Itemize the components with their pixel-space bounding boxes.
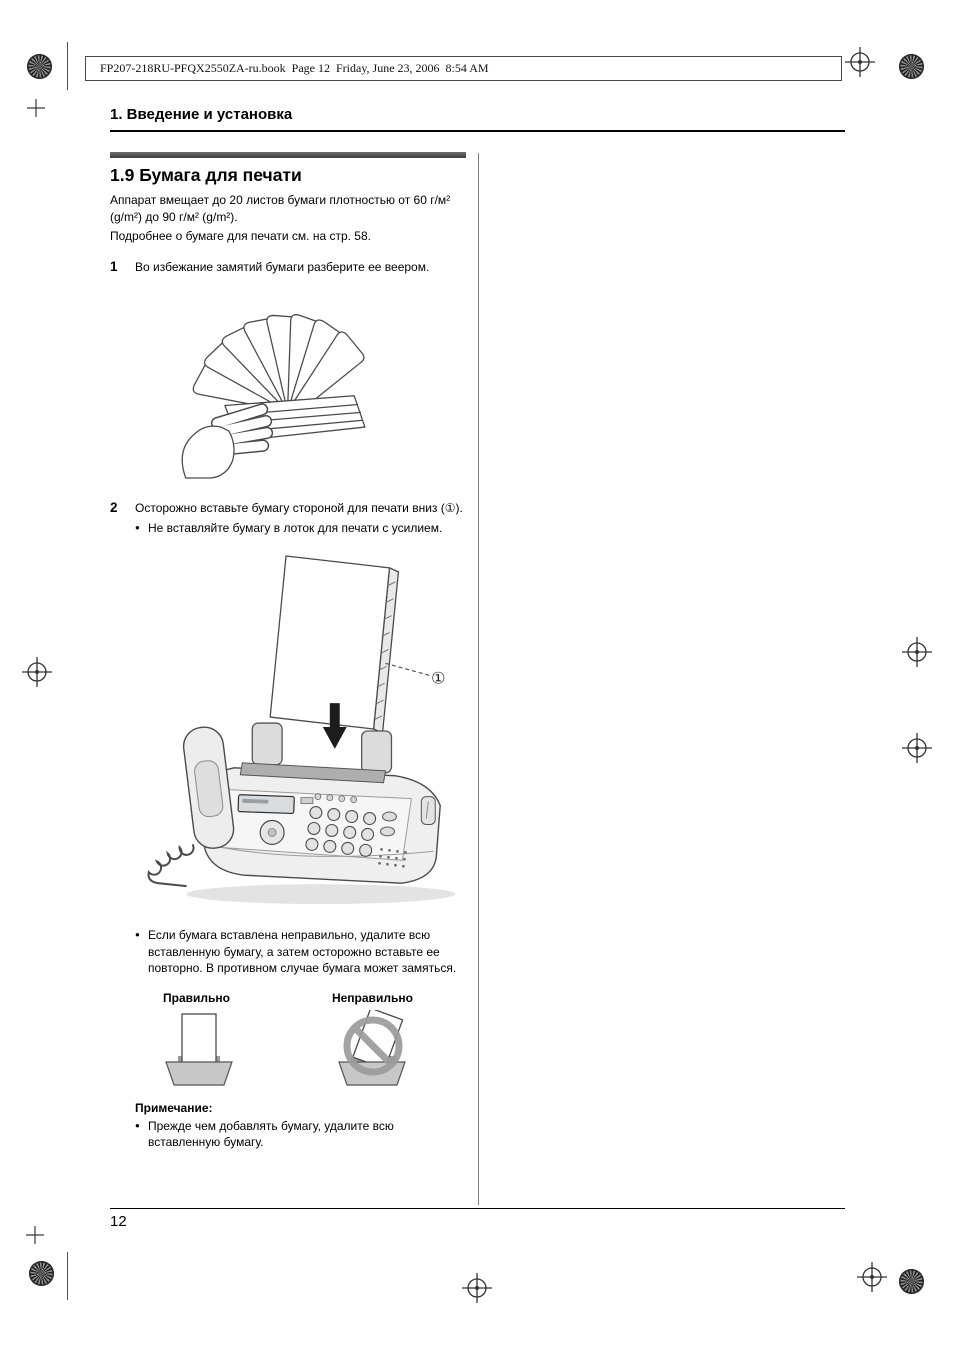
section-title: 1.9 Бумага для печати bbox=[110, 165, 302, 185]
shadow bbox=[187, 884, 456, 904]
page-number: 12 bbox=[110, 1213, 127, 1230]
after-figure-bullet bbox=[135, 927, 466, 977]
footer-rule bbox=[110, 1208, 845, 1209]
bullet-icon: ● bbox=[135, 522, 140, 532]
see-also-line: Подробнее о бумаге для печати см. на стр. 58. bbox=[110, 229, 371, 244]
step-2-number: 2 bbox=[110, 500, 118, 516]
after-figure-bullet-text: Если бумага вставлена неправильно, удалите всю вставленную бумагу, а затем осторожно вставьте ее повторно. В противном случае бумага может замяться. bbox=[148, 928, 457, 976]
function-button bbox=[301, 798, 313, 804]
paper-support-right bbox=[362, 731, 392, 773]
lcd-display bbox=[238, 795, 294, 814]
step-1-number: 1 bbox=[110, 258, 118, 274]
bullet-icon: ● bbox=[135, 930, 140, 940]
registration-starburst bbox=[899, 1269, 924, 1294]
note-label: Примечание: bbox=[135, 1100, 213, 1115]
registration-starburst bbox=[899, 54, 924, 79]
paper-support-left bbox=[252, 723, 282, 765]
registration-target bbox=[21, 656, 53, 688]
chapter-title: 1. Введение и установка bbox=[110, 106, 293, 123]
chapter-rule bbox=[110, 130, 845, 132]
correct-insertion-illustration bbox=[162, 1010, 236, 1086]
content-column bbox=[110, 152, 466, 1151]
step-2 bbox=[110, 500, 466, 536]
registration-target bbox=[901, 732, 933, 764]
file-header-text: FP207-218RU-PFQX2550ZA-ru.book Page 12 Friday, June 23, 2006 8:54 AM bbox=[100, 61, 489, 75]
figure-fan-paper bbox=[172, 285, 407, 486]
fax-machine-illustration bbox=[136, 548, 456, 914]
handset-cord bbox=[148, 845, 193, 887]
crop-mark bbox=[67, 42, 68, 90]
crop-mark bbox=[67, 1252, 68, 1300]
callout-leader bbox=[386, 664, 430, 676]
column-divider bbox=[478, 153, 479, 1205]
registration-cross bbox=[27, 99, 45, 117]
step-2-text: Осторожно вставьте бумагу стороной для печати вниз (①). bbox=[135, 501, 463, 516]
registration-target bbox=[856, 1261, 888, 1293]
file-header bbox=[85, 56, 842, 81]
step-2-bullet bbox=[135, 520, 466, 537]
fax-body bbox=[203, 763, 441, 883]
note-bullet-text: Прежде чем добавлять бумагу, удалите всю вставленную бумагу. bbox=[148, 1118, 394, 1150]
section-bar bbox=[110, 152, 466, 158]
fan-paper-illustration bbox=[172, 285, 407, 481]
registration-target bbox=[844, 46, 876, 78]
registration-target bbox=[461, 1272, 493, 1304]
registration-starburst bbox=[29, 1261, 54, 1286]
orientation-figures bbox=[110, 1010, 466, 1086]
orientation-labels bbox=[110, 991, 466, 1005]
step-1-text: Во избежание замятий бумаги разберите ее веером. bbox=[135, 259, 430, 274]
handset bbox=[181, 725, 235, 850]
step-2-bullet-text: Не вставляйте бумагу в лоток для печати с усилием. bbox=[148, 520, 443, 535]
navigator-button bbox=[260, 821, 284, 845]
registration-target bbox=[901, 636, 933, 668]
bullet-icon: ● bbox=[135, 1120, 140, 1130]
incorrect-insertion-illustration bbox=[327, 1010, 419, 1086]
registration-cross bbox=[26, 1226, 44, 1244]
step-1 bbox=[110, 259, 466, 276]
incorrect-label: Неправильно bbox=[331, 990, 413, 1005]
correct-label: Правильно bbox=[163, 990, 230, 1005]
callout-1: ① bbox=[431, 670, 446, 688]
note-bullet bbox=[135, 1118, 466, 1151]
intro-paragraph: Аппарат вмещает до 20 листов бумаги плотностью от 60 г/м² (g/m²) до 90 г/м² (g/m²). bbox=[110, 193, 451, 224]
registration-starburst bbox=[27, 54, 52, 79]
figure-fax-machine bbox=[136, 548, 456, 919]
step-2-body bbox=[135, 500, 466, 536]
hand-illustration bbox=[182, 410, 267, 479]
side-lever bbox=[421, 797, 435, 825]
